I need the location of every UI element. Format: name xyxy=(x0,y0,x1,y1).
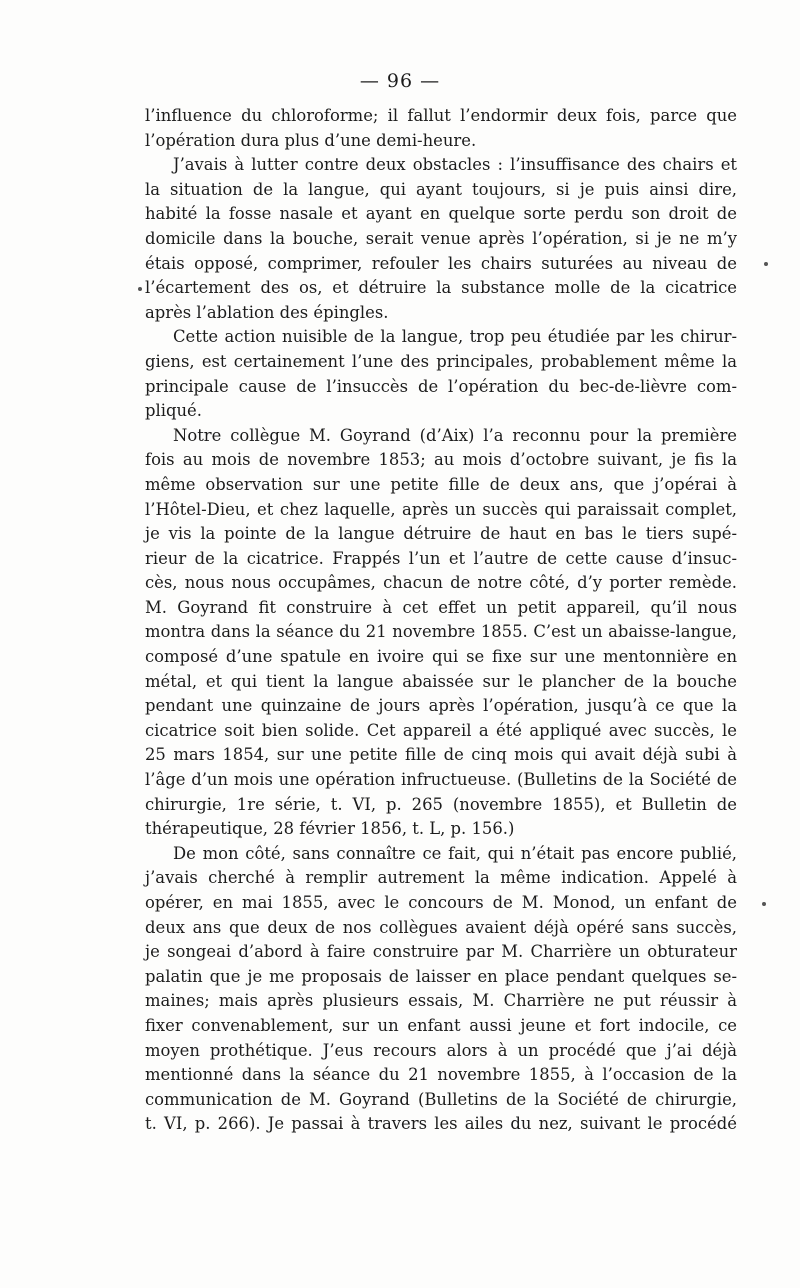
text-line: cicatrice soit bien solide. Cet appareil a été appliqué avec succès, le xyxy=(145,720,737,740)
speck-mark xyxy=(138,287,142,291)
text-line: Notre collègue M. Goyrand (d’Aix) l’a reconnu pour la première xyxy=(173,425,737,445)
text-line: je vis la pointe de la langue détruire de haut en bas le tiers supé- xyxy=(145,524,737,544)
text-line: fixer convenablement, sur un enfant aussi jeune et fort indocile, ce xyxy=(145,1015,737,1035)
text-line: chirurgie, 1re série, t. VI, p. 265 (novembre 1855), et Bulletin de xyxy=(145,794,737,814)
text-line: pliqué. xyxy=(145,401,202,421)
text-line: cès, nous nous occupâmes, chacun de notre côté, d’y porter remède. xyxy=(145,573,737,593)
page-number: — 96 — xyxy=(359,70,441,92)
body-text xyxy=(145,104,737,1137)
text-line: fois au mois de novembre 1853; au mois d’octobre suivant, je fis la xyxy=(145,450,737,470)
speck-mark xyxy=(762,902,766,906)
text-line: mentionné dans la séance du 21 novembre 1855, à l’occasion de la xyxy=(145,1065,737,1085)
text-line: composé d’une spatule en ivoire qui se fixe sur une mentonnière en xyxy=(145,647,737,667)
text-line: thérapeutique, 28 février 1856, t. L, p. 156.) xyxy=(145,819,515,839)
text-line: J’avais à lutter contre deux obstacles : l’insuffisance des chairs et xyxy=(173,155,737,175)
text-line: palatin que je me proposais de laisser en place pendant quelques se- xyxy=(145,966,737,986)
text-line: l’âge d’un mois une opération infructueuse. (Bulletins de la Société de xyxy=(145,770,737,790)
speck-mark xyxy=(764,262,768,266)
text-line: habité la fosse nasale et ayant en quelque sorte perdu son droit de xyxy=(145,204,737,224)
text-line: moyen prothétique. J’eus recours alors à un procédé que j’ai déjà xyxy=(145,1040,737,1060)
text-line: giens, est certainement l’une des principales, probablement même la xyxy=(145,351,737,371)
text-line: rieur de la cicatrice. Frappés l’un et l’autre de cette cause d’insuc- xyxy=(145,548,737,568)
text-line: deux ans que deux de nos collègues avaient déjà opéré sans succès, xyxy=(145,917,737,937)
text-line: principale cause de l’insuccès de l’opération du bec-de-lièvre com- xyxy=(145,376,737,396)
text-line: domicile dans la bouche, serait venue après l’opération, si je ne m’y xyxy=(145,228,737,248)
text-line: De mon côté, sans connaître ce fait, qui n’était pas encore publié, xyxy=(173,843,737,863)
text-line: la situation de la langue, qui ayant toujours, si je puis ainsi dire, xyxy=(145,179,737,199)
text-line: Cette action nuisible de la langue, trop peu étudiée par les chirur- xyxy=(173,327,737,347)
text-line: M. Goyrand fit construire à cet effet un petit appareil, qu’il nous xyxy=(145,597,737,617)
text-line: j’avais cherché à remplir autrement la même indication. Appelé à xyxy=(145,868,737,888)
text-line: t. VI, p. 266). Je passai à travers les ailes du nez, suivant le procédé xyxy=(145,1114,737,1134)
text-line: je songeai d’abord à faire construire par M. Charrière un obturateur xyxy=(145,942,737,962)
text-line: communication de M. Goyrand (Bulletins de la Société de chirurgie, xyxy=(145,1089,737,1109)
text-line: l’influence du chloroforme; il fallut l’endormir deux fois, parce que xyxy=(145,106,737,125)
text-line: même observation sur une petite fille de deux ans, que j’opérai à xyxy=(145,474,737,494)
text-line: métal, et qui tient la langue abaissée sur le plancher de la bouche xyxy=(145,671,737,691)
text-line: 25 mars 1854, sur une petite fille de cinq mois qui avait déjà subi à xyxy=(145,745,737,765)
text-line: l’écartement des os, et détruire la substance molle de la cicatrice xyxy=(145,278,737,298)
text-line: l’Hôtel-Dieu, et chez laquelle, après un succès qui paraissait complet, xyxy=(145,499,737,519)
text-line: maines; mais après plusieurs essais, M. Charrière ne put réussir à xyxy=(145,991,737,1011)
text-line: opérer, en mai 1855, avec le concours de M. Monod, un enfant de xyxy=(145,893,737,912)
text-line: après l’ablation des épingles. xyxy=(145,302,389,322)
text-line: l’opération dura plus d’une demi-heure. xyxy=(145,130,477,150)
text-line: étais opposé, comprimer, refouler les chairs suturées au niveau de xyxy=(145,253,737,273)
text-line: montra dans la séance du 21 novembre 1855. C’est un abaisse-langue, xyxy=(145,622,737,642)
text-line: pendant une quinzaine de jours après l’opération, jusqu’à ce que la xyxy=(145,696,737,716)
